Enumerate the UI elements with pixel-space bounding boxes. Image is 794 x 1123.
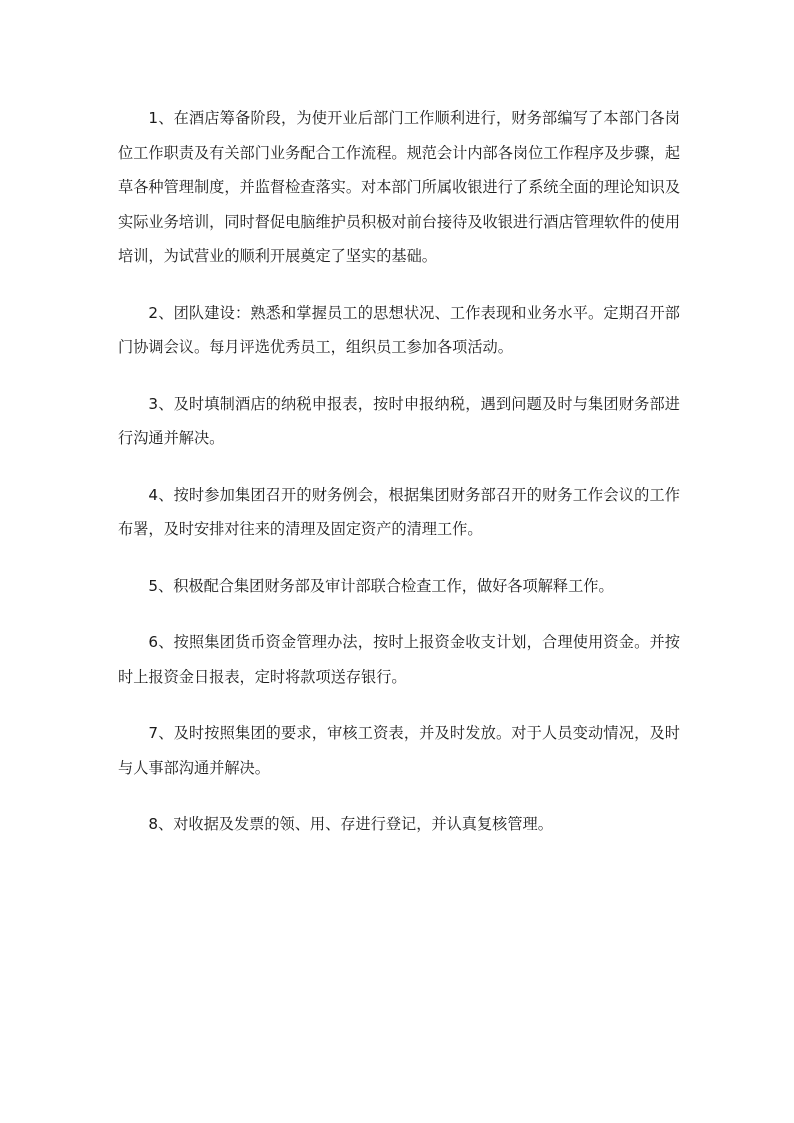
paragraph-7: 7、及时按照集团的要求，审核工资表，并及时发放。对于人员变动情况，及时与人事部沟通并解决。 (118, 724, 680, 777)
paragraph-1: 1、在酒店筹备阶段，为使开业后部门工作顺利进行，财务部编写了本部门各岗位工作职责及有关部门业务配合工作流程。规范会计内部各岗位工作程序及步骤，起草各种管理制度，并监督检查落实。对本部门所属收银进行了系统全面的理论知识及实际业务培训，同时督促电脑维护员积极对前台接待及收银进行酒店管理软件的使用培训，为试营业的顺利开展奠定了坚实的基础。 (118, 109, 680, 265)
paragraph-2: 2、团队建设：熟悉和掌握员工的思想状况、工作表现和业务水平。定期召开部门协调会议。每月评选优秀员工，组织员工参加各项活动。 (118, 303, 680, 356)
paragraph-6: 6、按照集团货币资金管理办法，按时上报资金收支计划，合理使用资金。并按时上报资金日报表，定时将款项送存银行。 (118, 633, 680, 686)
paragraph-4: 4、按时参加集团召开的财务例会，根据集团财务部召开的财务工作会议的工作布署，及时安排对往来的清理及固定资产的清理工作。 (118, 485, 680, 538)
paragraph-3: 3、及时填制酒店的纳税申报表，按时申报纳税，遇到问题及时与集团财务部进行沟通并解决。 (118, 394, 680, 447)
paragraph-5: 5、积极配合集团财务部及审计部联合检查工作，做好各项解释工作。 (148, 576, 614, 595)
document-body (118, 101, 680, 864)
paragraph-8: 8、对收据及发票的领、用、存进行登记，并认真复核管理。 (148, 815, 553, 833)
